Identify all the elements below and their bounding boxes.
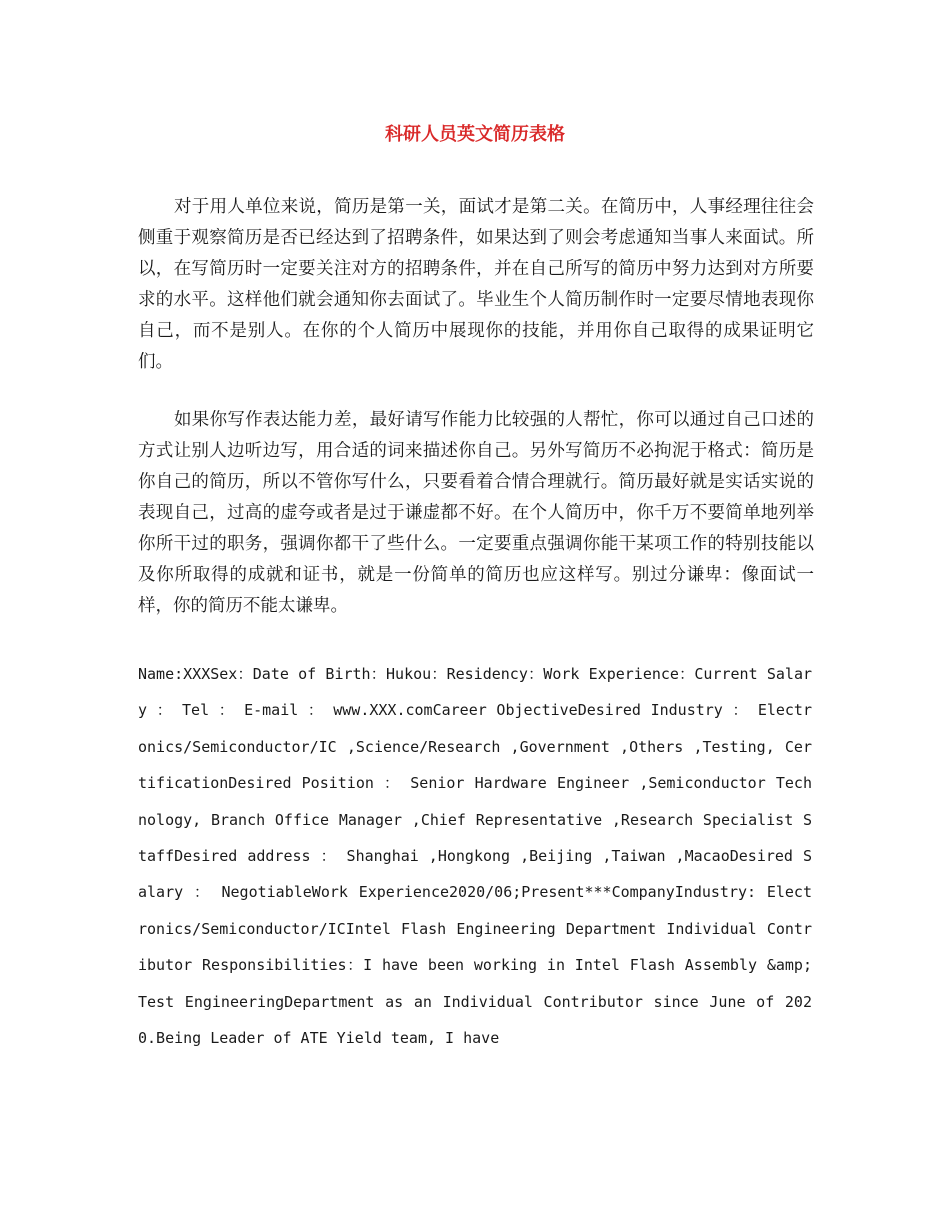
resume-english-text: Name:XXXSex：Date of Birth：Hukou：Residency：Work Experience：Current Salary ： Tel ： E-mail ： www.XXX.comCareer ObjectiveDesired Industry ： Electronics/Semiconductor/IC ,Science/Research ,Government ,Others ,Testing, CertificationDesired Position ： Senior Hardware Engineer ,Semiconductor Technology, Branch Office Manager ,Chief Representative ,Research Specialist StaffDesired address ： Shanghai ,Hongkong ,Beijing ,Taiwan ,MacaoDesired Salary ： NegotiableWork Experience2020/06;Present***CompanyIndustry: Electronics/Semiconductor/ICIntel Flash Engineering Department Individual Contributor Responsibilities：I have been working in Intel Flash Assembly &amp; Test EngineeringDepartment as an Individual Contributor since June of 2020.Being Leader of ATE Yield team, I have xyxy=(138,665,812,1048)
document-title: 科研人员英文简历表格 xyxy=(385,124,565,145)
advice-paragraph: 如果你写作表达能力差，最好请写作能力比较强的人帮忙，你可以通过自己口述的方式让别人边听边写，用合适的词来描述你自己。另外写简历不必拘泥于格式：简历是你自己的简历，所以不管你写什么，只要看着合情合理就行。简历最好就是实话实说的表现自己，过高的虚夸或者是过于谦虚都不好。在个人简历中，你千万不要简单地列举你所干过的职务，强调你都干了些什么。一定要重点强调你能干某项工作的特别技能以及你所取得的成就和证书，就是一份简单的简历也应这样写。别过分谦卑：像面试一样，你的简历不能太谦卑。 xyxy=(138,410,814,616)
intro-paragraph: 对于用人单位来说，简历是第一关，面试才是第二关。在简历中，人事经理往往会侧重于观察简历是否已经达到了招聘条件，如果达到了则会考虑通知当事人来面试。所以，在写简历时一定要关注对方的招聘条件，并在自己所写的简历中努力达到对方所要求的水平。这样他们就会通知你去面试了。毕业生个人简历制作时一定要尽情地表现你自己，而不是别人。在你的个人简历中展现你的技能，并用你自己取得的成果证明它们。 xyxy=(138,197,814,372)
